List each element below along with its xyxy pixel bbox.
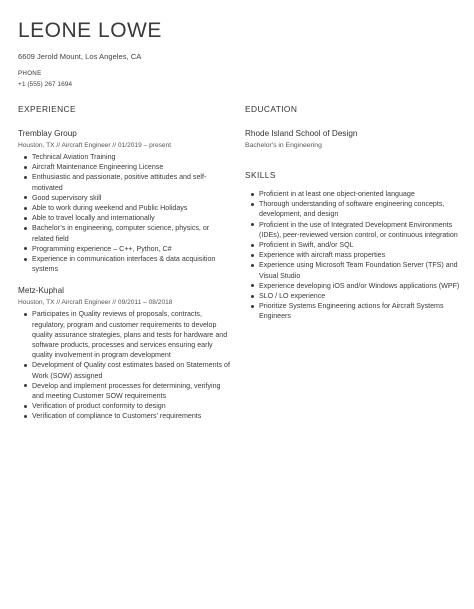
bullet-text: Verification of product conformity to design	[32, 402, 166, 411]
bullet-icon	[251, 254, 254, 257]
education-entry	[245, 129, 465, 149]
bullet-icon	[24, 258, 27, 261]
job-company: Tremblay Group	[18, 129, 77, 138]
bullet-icon	[24, 364, 27, 367]
phone-number: +1 (555) 267 1694	[18, 81, 73, 88]
bullet-text: Technical Aviation Training	[32, 153, 116, 161]
bullet-text: Able to work during weekend and Public Holidays	[32, 204, 188, 213]
skill-text: Experience with aircraft mass properties	[259, 251, 386, 260]
bullet-text: Programming experience – C++, Python, C#	[32, 244, 172, 253]
bullet-text: Enthusiastic and passionate, positive attitudes and self-motivated	[32, 173, 207, 192]
bullet-icon	[24, 156, 27, 159]
education-skills-column	[245, 104, 465, 322]
experience-section	[18, 104, 230, 422]
job-entry-tremblay	[18, 129, 230, 274]
bullet-icon	[24, 196, 27, 199]
list-item	[251, 220, 465, 240]
candidate-address: 6609 Jerold Mount, Los Angeles, CA	[18, 52, 142, 61]
bullet-icon	[251, 244, 254, 247]
list-item	[251, 260, 465, 280]
school-name: Rhode Island School of Design	[245, 129, 358, 138]
list-item	[251, 291, 465, 301]
job-meta: Houston, TX // Aircraft Engineer // 09/2011 – 08/2018	[18, 299, 173, 307]
bullet-text: Participates in Quality reviews of proposals, contracts, regulatory, program and customer requirements to develop quality assurance strategies, plans and tests for hardware and software products, processes and services ensuring early quality involvement in program development	[32, 310, 228, 360]
list-item	[251, 199, 465, 219]
bullet-icon	[24, 313, 27, 316]
bullet-text: Develop and implement processes for determining, verifying and meeting Customer SOW requirements	[32, 381, 221, 401]
bullet-icon	[24, 207, 27, 210]
list-item	[24, 203, 230, 213]
list-item	[24, 381, 230, 401]
experience-heading: EXPERIENCE	[18, 104, 76, 114]
job-bullets	[18, 152, 230, 274]
list-item	[24, 401, 230, 411]
candidate-name: LEONE LOWE	[18, 19, 162, 42]
job-meta: Houston, TX // Aircraft Engineer // 01/2019 – present	[18, 142, 172, 149]
bullet-text: Bachelor’s in engineering, computer science, physics, or related field	[32, 224, 210, 243]
bullet-text: Able to travel locally and internationally	[32, 214, 155, 223]
skill-text: Experience developing iOS and/or Windows applications (WPF)	[259, 281, 460, 290]
skill-text: Prioritize Systems Engineering actions for Aircraft Systems Engineers	[259, 302, 444, 321]
bullet-icon	[24, 384, 27, 387]
list-item	[24, 172, 230, 192]
list-item	[251, 281, 465, 291]
list-item	[24, 152, 230, 162]
skill-text: Thorough understanding of software engineering concepts, development, and design	[259, 200, 445, 219]
skills-heading: SKILLS	[245, 170, 276, 180]
list-item	[24, 223, 230, 243]
list-item	[24, 162, 230, 172]
list-item	[24, 254, 230, 274]
bullet-icon	[24, 217, 27, 220]
list-item	[251, 189, 465, 199]
skill-text: Proficient in at least one object-oriented language	[259, 190, 415, 198]
list-item	[251, 250, 465, 260]
list-item	[24, 309, 230, 360]
bullet-icon	[24, 176, 27, 179]
job-entry-metz-kuphal	[18, 286, 230, 421]
list-item	[24, 193, 230, 203]
bullet-text: Verification of compliance to Customers' requirements	[32, 412, 202, 421]
bullet-icon	[251, 305, 254, 308]
skill-text: SLO / LO experience	[259, 292, 326, 301]
job-company: Metz-Kuphal	[18, 286, 64, 296]
bullet-icon	[24, 227, 27, 230]
bullet-text: Good supervisory skill	[32, 193, 102, 202]
skills-list	[245, 189, 465, 322]
bullet-icon	[251, 193, 254, 196]
job-bullets	[18, 309, 230, 421]
skill-text: Proficient in Swift, and/or SQL	[259, 241, 354, 250]
bullet-icon	[24, 247, 27, 250]
bullet-icon	[251, 203, 254, 206]
list-item	[251, 301, 465, 321]
bullet-text: Development of Quality cost estimates based on Statements of Work (SOW) assigned	[32, 361, 230, 380]
phone-label: PHONE	[18, 70, 42, 77]
bullet-icon	[24, 405, 27, 408]
bullet-icon	[24, 415, 27, 418]
bullet-text: Aircraft Maintenance Engineering License	[32, 163, 164, 172]
bullet-icon	[251, 223, 254, 226]
list-item	[251, 240, 465, 250]
bullet-icon	[251, 264, 254, 267]
skill-text: Experience using Microsoft Team Foundation Server (TFS) and Visual Studio	[259, 261, 458, 280]
list-item	[24, 411, 230, 421]
skill-text: Proficient in the use of Integrated Development Environments (IDEs), peer-reviewed version control, or continuous integration	[259, 220, 458, 239]
bullet-icon	[251, 284, 254, 287]
education-heading: EDUCATION	[245, 104, 298, 114]
list-item	[24, 213, 230, 223]
bullet-text: Experience in communication interfaces & data acquisition systems	[32, 255, 216, 274]
list-item	[24, 244, 230, 254]
bullet-icon	[24, 166, 27, 169]
list-item	[24, 360, 230, 380]
degree-name: Bachelor's in Engineering	[245, 142, 322, 149]
bullet-icon	[251, 295, 254, 298]
